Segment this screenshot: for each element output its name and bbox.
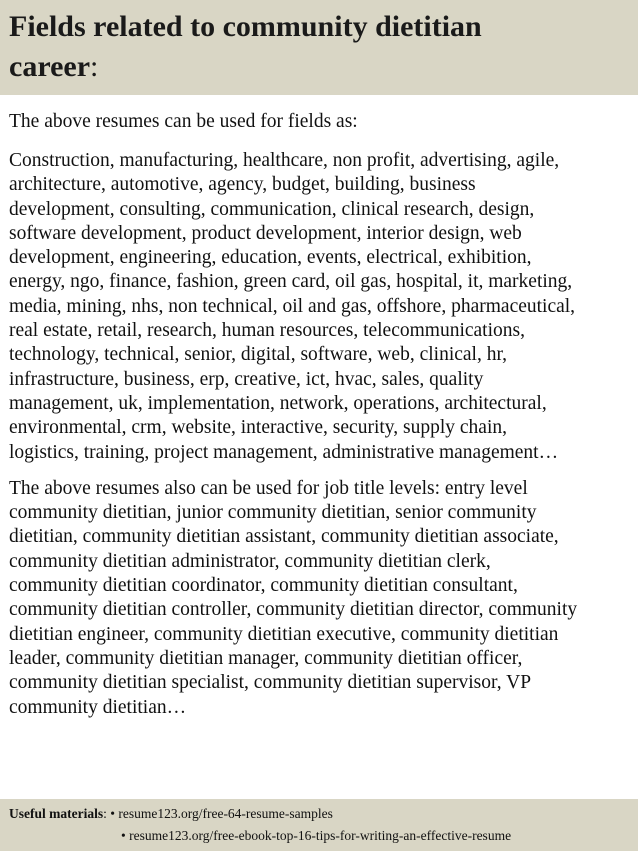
footer-link-ebook[interactable]: • resume123.org/free-ebook-top-16-tips-for-writing-an-effective-resume [121,828,512,843]
fields-paragraph [9,149,631,465]
fields-line: Construction, manufacturing, healthcare, non profit, advertising, agile, [9,150,560,171]
job-titles-line: community dietitian, junior community dietitian, senior community [9,502,537,524]
fields-line: logistics, training, project management, administrative management… [9,441,559,463]
fields-line: technology, technical, senior, digital, software, web, clinical, hr, [9,344,508,366]
page-title-line-2: career [9,50,91,83]
fields-line: development, engineering, education, events, electrical, exhibition, [9,247,532,269]
job-titles-line: community dietitian administrator, community dietitian clerk, [9,550,491,572]
fields-line: environmental, crm, website, interactive, security, supply chain, [9,417,507,439]
intro-text: The above resumes can be used for fields as: [9,111,358,132]
page-title-colon: : [90,50,99,83]
footer-band [0,799,638,851]
fields-line: software development, product development, interior design, web [9,222,522,244]
job-titles-line: community dietitian… [9,696,187,718]
footer-row-1 [9,805,333,823]
page-title [9,7,629,87]
footer-row-2 [121,827,511,845]
fields-line: media, mining, nhs, non technical, oil and gas, offshore, pharmaceutical, [9,295,576,317]
header-band [0,0,638,95]
job-titles-line: dietitian engineer, community dietitian executive, community dietitian [9,623,559,645]
job-titles-line: leader, community dietitian manager, community dietitian officer, [9,647,523,669]
job-titles-line: community dietitian coordinator, community dietitian consultant, [9,575,518,597]
footer-label: Useful materials [9,806,104,821]
fields-line: development, consulting, communication, clinical research, design, [9,198,535,220]
job-titles-line: dietitian, community dietitian assistant, community dietitian associate, [9,526,559,548]
fields-line: management, uk, implementation, network, operations, architectural, [9,392,547,414]
job-titles-line: community dietitian controller, community dietitian director, community [9,599,578,621]
job-titles-line: The above resumes also can be used for job title levels: entry level [9,477,528,499]
main-content [9,110,631,732]
job-titles-paragraph [9,477,631,720]
fields-line: energy, ngo, finance, fashion, green card, oil gas, hospital, it, marketing, [9,271,573,293]
page-title-line-1: Fields related to community dietitian [9,10,482,43]
job-titles-line: community dietitian specialist, community dietitian supervisor, VP [9,672,532,694]
fields-line: real estate, retail, research, human resources, telecommunications, [9,320,525,342]
fields-line: infrastructure, business, erp, creative, ict, hvac, sales, quality [9,368,484,390]
footer-separator: : [103,806,111,821]
footer-link-samples[interactable]: • resume123.org/free-64-resume-samples [110,806,333,821]
fields-line: architecture, automotive, agency, budget, building, business [9,174,476,196]
